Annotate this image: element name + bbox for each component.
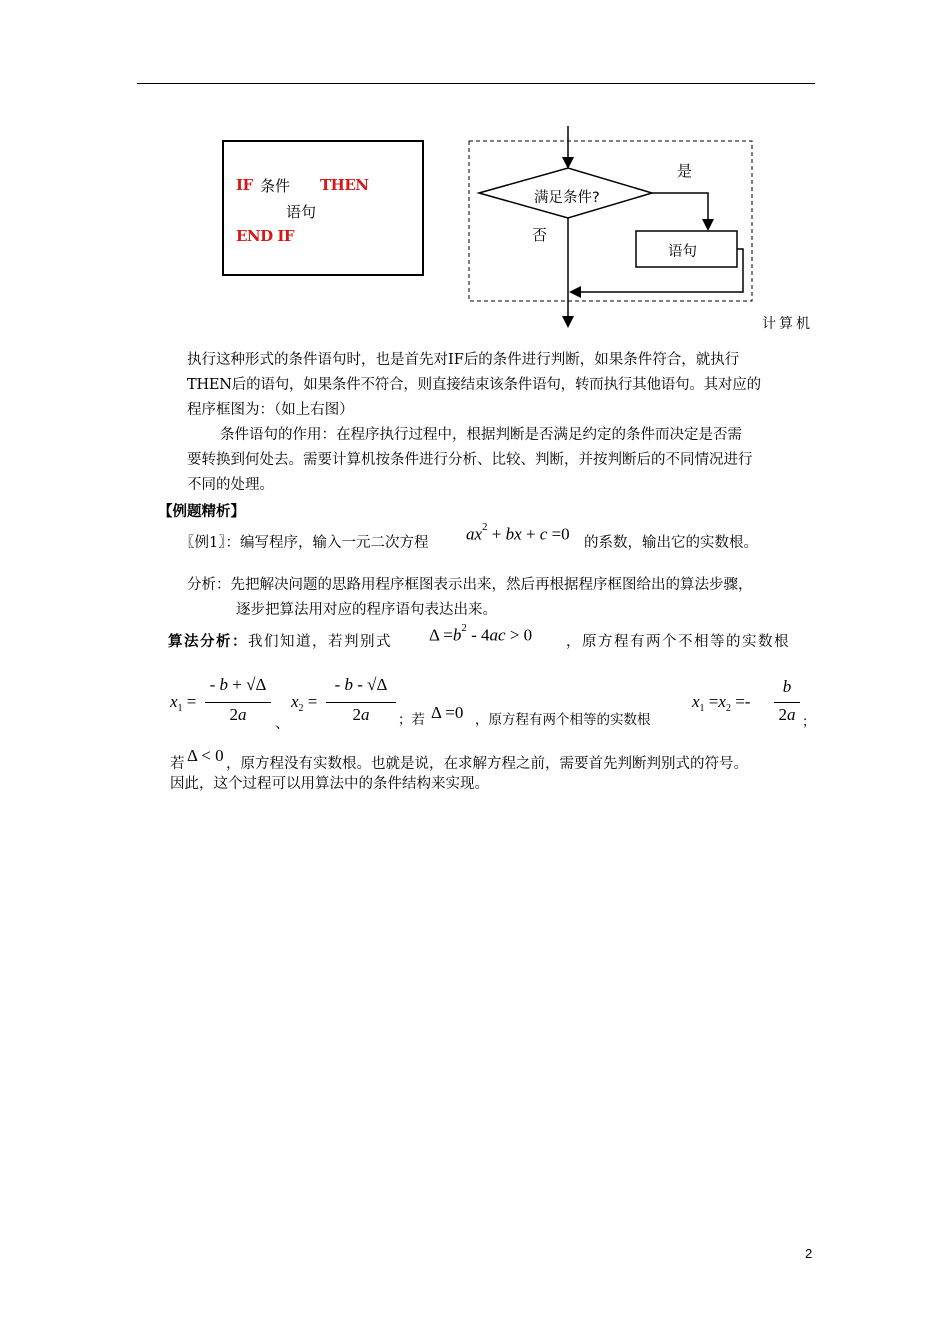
semi-end: ； [802, 714, 816, 730]
para1-line2: THEN后的语句，如果条件不符合，则直接结束该条件语句，转而执行其他语句。其对应的 [187, 377, 761, 393]
yes-label: 是 [677, 162, 693, 180]
root-x1: $x_1$ = [170, 692, 197, 715]
double-root-denominator: 2a [778, 705, 796, 724]
section-heading: 【例题精析】 [158, 503, 245, 520]
if-flowchart [460, 120, 760, 335]
header-rule [137, 83, 815, 84]
page-number: 2 [805, 1246, 813, 1261]
no-root-if: 若 [170, 756, 185, 772]
algorithm-line [168, 630, 392, 655]
para2-line3: 不同的处理。 [187, 477, 274, 493]
conclusion-line: 因此，这个过程可以用算法中的条件结构来实现。 [170, 776, 489, 792]
semi-if: ；若 [398, 712, 425, 728]
analysis-line1: 分析：先把解决问题的思路用程序框图表示出来，然后再根据程序框图给出的算法步骤， [187, 577, 753, 593]
example-prefix: 〖例1〗：编写程序，输入一元二次方程 [180, 535, 429, 551]
decision-label: 满足条件? [534, 190, 600, 206]
discriminant-negative: Δ < 0 [187, 746, 224, 765]
quadratic-equation: $ax^2$ + bx + c =0 [466, 521, 570, 544]
root-x2-bar [326, 702, 396, 703]
double-root-numerator: b [782, 677, 792, 696]
statement-label: 语句 [286, 203, 317, 221]
para1-line1: 执行这种形式的条件语句时，也是首先对IF后的条件进行判断，如果条件符合，就执行 [187, 352, 740, 368]
discriminant-positive: $\Delta =b^2 - 4ac > 0$ [429, 622, 533, 645]
algorithm-text1: 我们知道，若判别式 [248, 634, 392, 650]
yes-arrow [652, 193, 708, 228]
para2-line1: 条件语句的作用：在程序执行过程中，根据判断是否满足约定的条件而决定是否需 [220, 427, 742, 443]
root-x1-numerator: - b + √Δ [209, 675, 267, 694]
if-syntax-box [222, 140, 424, 276]
root-x1-bar [205, 702, 271, 703]
root-x2-denominator: 2a [352, 705, 370, 724]
then-keyword: THEN [320, 176, 369, 194]
root-x2: $x_2$ = [291, 692, 318, 715]
flow-statement-label: 语句 [668, 244, 697, 260]
condition-label: 条件 [260, 177, 291, 195]
equal-roots-text: ，原方程有两个相等的实数根 [475, 712, 651, 728]
double-root-bar [774, 702, 800, 703]
algorithm-text2: ，原方程有两个不相等的实数根 [566, 634, 790, 650]
para2-line2: 要转换到何处去。需要计算机按条件进行分析、比较、判断，并按判断后的不同情况进行 [187, 452, 753, 468]
root-x2-numerator: - b - √Δ [334, 675, 388, 694]
endif-keyword: END IF [236, 227, 295, 245]
double-root: $x_1 =x_2$ =- [692, 692, 751, 715]
discriminant-zero: Δ =0 [431, 703, 464, 722]
root-x1-denominator: 2a [229, 705, 247, 724]
caption-computer: 计算机 [762, 316, 813, 332]
analysis-line2: 逐步把算法用对应的程序语句表达出来。 [236, 602, 497, 618]
no-label: 否 [532, 226, 548, 244]
dashed-frame [469, 141, 752, 301]
para1-line3: 程序框图为：（如上右图） [187, 402, 354, 418]
no-root-text: ，原方程没有实数根。也就是说，在求解方程之前，需要首先判断判别式的符号。 [226, 756, 748, 772]
separator: 、 [275, 716, 290, 732]
algorithm-label: 算法分析： [168, 634, 248, 650]
example-suffix: 的系数，输出它的实数根。 [584, 535, 758, 551]
if-keyword: IF [236, 176, 253, 194]
